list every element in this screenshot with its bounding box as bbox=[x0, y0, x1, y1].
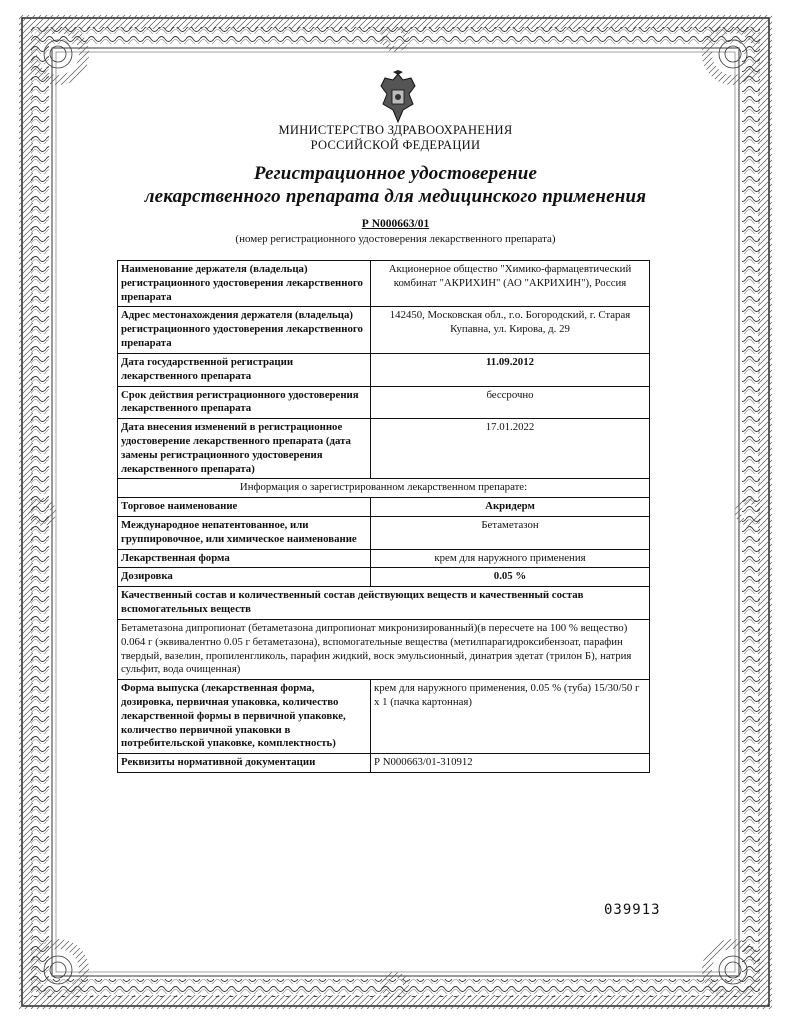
serial-number: 039913 bbox=[604, 902, 661, 918]
ministry-name-line1: МИНИСТЕРСТВО ЗДРАВООХРАНЕНИЯ bbox=[278, 123, 513, 137]
registration-number-caption: (номер регистрационного удостоверения лекарственного препарата) bbox=[235, 233, 556, 245]
registration-number: Р N000663/01 bbox=[361, 218, 430, 230]
dosage-label: Дозировка bbox=[118, 568, 371, 587]
dosage-form-value: крем для наружного применения bbox=[371, 549, 650, 568]
trade-name-value: Акридерм bbox=[371, 498, 650, 517]
normative-doc-value: Р N000663/01-310912 bbox=[371, 754, 650, 773]
table-row bbox=[118, 479, 650, 498]
table-row bbox=[118, 549, 650, 568]
release-form-label: Форма выпуска (лекарственная форма, дозировка, первичная упаковка, количество лекарственной формы в первичной упаковке, количество первичной упаковки в потребительской упаковке, комплектность) bbox=[118, 680, 371, 754]
table-row bbox=[118, 386, 650, 419]
trade-name-label: Торговое наименование bbox=[118, 498, 371, 517]
registration-date-label: Дата государственной регистрации лекарственного препарата bbox=[118, 353, 371, 386]
composition-heading: Качественный состав и количественный состав действующих веществ и качественный состав вспомогательных веществ bbox=[118, 587, 650, 620]
table-row bbox=[118, 353, 650, 386]
validity-value: бессрочно bbox=[371, 386, 650, 419]
inn-value: Бетаметазон bbox=[371, 517, 650, 550]
table-row bbox=[118, 680, 650, 754]
change-date-value: 17.01.2022 bbox=[371, 419, 650, 479]
normative-doc-label: Реквизиты нормативной документации bbox=[118, 754, 371, 773]
drug-info-heading: Информация о зарегистрированном лекарственном препарате: bbox=[118, 479, 650, 498]
holder-address-value: 142450, Московская обл., г.о. Богородский, г. Старая Купавна, ул. Кирова, д. 29 bbox=[371, 307, 650, 353]
release-form-value: крем для наружного применения, 0.05 % (туба) 15/30/50 г x 1 (пачка картонная) bbox=[371, 680, 650, 754]
table-row bbox=[118, 498, 650, 517]
table-row bbox=[118, 754, 650, 773]
table-row bbox=[118, 587, 650, 620]
inn-label: Международное непатентованное, или группировочное, или химическое наименование bbox=[118, 517, 371, 550]
composition-text: Бетаметазона дипропионат (бетаметазона дипропионат микронизированный)(в пересчете на 100 % вещество) 0.064 г (эквивалентно 0.05 г бетаметазона), вспомогательные вещества (метилпарагидроксибензоат, парафин твердый, вазелин, пропиленгликоль, парафин жидкий, воск эмульсионный, динатрия эдетат (трилон Б), натрия сульфит, вода очищенная) bbox=[118, 619, 650, 679]
holder-name-label: Наименование держателя (владельца) регистрационного удостоверения лекарственного препарата bbox=[118, 261, 371, 307]
table-row bbox=[118, 307, 650, 353]
holder-name-value: Акционерное общество "Химико-фармацевтический комбинат "АКРИХИН" (АО "АКРИХИН"), Россия bbox=[371, 261, 650, 307]
table-row bbox=[118, 568, 650, 587]
validity-label: Срок действия регистрационного удостоверения лекарственного препарата bbox=[118, 386, 371, 419]
table-row bbox=[118, 419, 650, 479]
dosage-value: 0.05 % bbox=[371, 568, 650, 587]
holder-address-label: Адрес местонахождения держателя (владельца) регистрационного удостоверения лекарственного препарата bbox=[118, 307, 371, 353]
change-date-label: Дата внесения изменений в регистрационное удостоверение лекарственного препарата (дата замены регистрационного удостоверения лекарственного препарата) bbox=[118, 419, 371, 479]
certificate-table bbox=[117, 260, 650, 773]
coat-of-arms-icon bbox=[373, 70, 423, 128]
table-row bbox=[118, 517, 650, 550]
document-title-line2: лекарственного препарата для медицинского применения bbox=[144, 186, 647, 207]
registration-date-value: 11.09.2012 bbox=[371, 353, 650, 386]
table-row bbox=[118, 619, 650, 679]
table-row bbox=[118, 261, 650, 307]
document-title-line1: Регистрационное удостоверение bbox=[253, 163, 538, 184]
ministry-name-line2: РОССИЙСКОЙ ФЕДЕРАЦИИ bbox=[310, 138, 481, 152]
dosage-form-label: Лекарственная форма bbox=[118, 549, 371, 568]
